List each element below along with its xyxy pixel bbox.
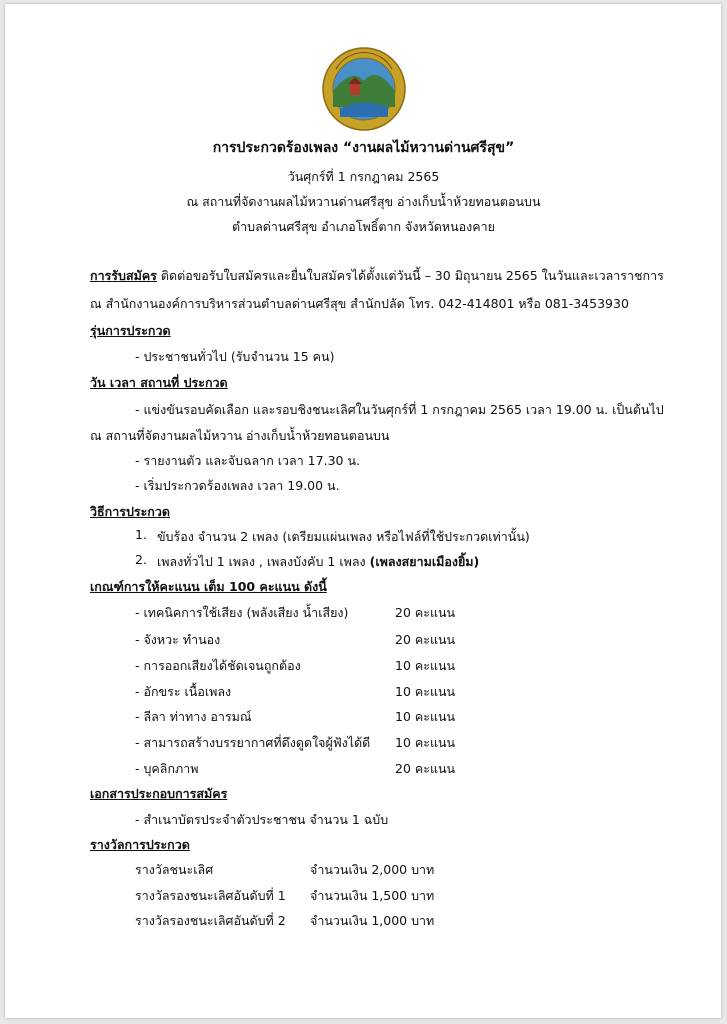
scoring-points: 10 คะแนน <box>395 658 456 673</box>
announcement-title: การประกวดร้องเพลง “งานผลไม้หวานด่านศรีสุข” <box>212 140 515 156</box>
method-item-1: ขับร้อง จำนวน 2 เพลง (เตรียมแผ่นเพลง หรือไฟล์ที่ใช้ประกวดเท่านั้น) <box>157 529 530 544</box>
prize-label: รางวัลรองชนะเลิศอันดับที่ 1 <box>135 888 286 903</box>
scoring-criterion: - การออกเสียงได้ชัดเจนถูกต้อง <box>135 658 301 673</box>
event-date: วันศุกร์ที่ 1 กรกฎาคม 2565 <box>287 169 440 184</box>
scoring-points: 10 คะแนน <box>395 684 456 699</box>
documents-item: - สำเนาบัตรประจำตัวประชาชน จำนวน 1 ฉบับ <box>135 812 389 827</box>
scoring-criterion: - สามารถสร้างบรรยากาศที่ดึงดูดใจผู้ฟังได้ดี <box>135 735 371 750</box>
event-venue-line-2: ตำบลด่านศรีสุข อำเภอโพธิ์ตาก จังหวัดหนองคาย <box>232 219 495 234</box>
scoring-points: 20 คะแนน <box>395 761 456 776</box>
scoring-heading: เกณฑ์การให้คะแนน เต็ม 100 คะแนน ดังนี้ <box>90 579 327 594</box>
organization-seal-logo <box>322 47 406 131</box>
scoring-points: 10 คะแนน <box>395 735 456 750</box>
scoring-criterion: - บุคลิกภาพ <box>135 761 199 776</box>
prize-amount: จำนวนเงิน 2,000 บาท <box>310 862 435 877</box>
scoring-criterion: - ลีลา ท่าทาง อารมณ์ <box>135 709 252 724</box>
application-heading: การรับสมัคร <box>90 268 157 283</box>
method-item-2-required-song: (เพลงสยามเมืองยิ้ม) <box>369 554 480 569</box>
method-item-2 <box>157 552 479 572</box>
event-venue-line-1: ณ สถานที่จัดงานผลไม้หวานด่านศรีสุข อ่างเก็บน้ำห้วยทอนตอนบน <box>186 194 541 209</box>
prize-amount: จำนวนเงิน 1,500 บาท <box>310 888 435 903</box>
prizes-heading: รางวัลการประกวด <box>90 837 190 852</box>
application-text-1: ติดต่อขอรับใบสมัครและยื่นใบสมัครได้ตั้งแต่วันนี้ – 30 มิถุนายน 2565 ในวันและเวลาราชการ <box>156 268 664 283</box>
category-heading: รุ่นการประกวด <box>90 323 171 338</box>
scoring-criterion: - เทคนิคการใช้เสียง (พลังเสียง น้ำเสียง) <box>135 605 349 620</box>
category-item: - ประชาชนทั่วไป (รับจำนวน 15 คน) <box>135 349 335 364</box>
schedule-line-2: ณ สถานที่จัดงานผลไม้หวาน อ่างเก็บน้ำห้วยทอนตอนบน <box>90 428 390 443</box>
scoring-points: 10 คะแนน <box>395 709 456 724</box>
scoring-points: 20 คะแนน <box>395 605 456 620</box>
prize-label: รางวัลชนะเลิศ <box>135 862 214 877</box>
scoring-criterion: - จังหวะ ทำนอง <box>135 632 221 647</box>
schedule-line-4: - เริ่มประกวดร้องเพลง เวลา 19.00 น. <box>135 478 340 493</box>
prize-label: รางวัลรองชนะเลิศอันดับที่ 2 <box>135 913 286 928</box>
method-item-2-number: 2. <box>135 552 147 567</box>
schedule-line-1: - แข่งขันรอบคัดเลือก และรอบชิงชนะเลิศในวันศุกร์ที่ 1 กรกฎาคม 2565 เวลา 19.00 น. เป็นต้นไป <box>135 402 664 417</box>
method-item-2-text: เพลงทั่วไป 1 เพลง , เพลงบังคับ 1 เพลง <box>157 554 370 569</box>
documents-heading: เอกสารประกอบการสมัคร <box>90 786 228 801</box>
application-text-2: ณ สำนักงานองค์การบริหารส่วนตำบลด่านศรีสุข สำนักปลัด โทร. 042-414801 หรือ 081-3453930 <box>90 296 629 311</box>
scoring-points: 20 คะแนน <box>395 632 456 647</box>
prize-amount: จำนวนเงิน 1,000 บาท <box>310 913 435 928</box>
scoring-criterion: - อักขระ เนื้อเพลง <box>135 684 232 699</box>
schedule-line-3: - รายงานตัว และจับฉลาก เวลา 17.30 น. <box>135 453 360 468</box>
method-heading: วิธีการประกวด <box>90 504 171 519</box>
application-paragraph <box>90 266 664 286</box>
method-item-1-number: 1. <box>135 527 147 542</box>
schedule-heading: วัน เวลา สถานที่ ประกวด <box>90 375 228 390</box>
